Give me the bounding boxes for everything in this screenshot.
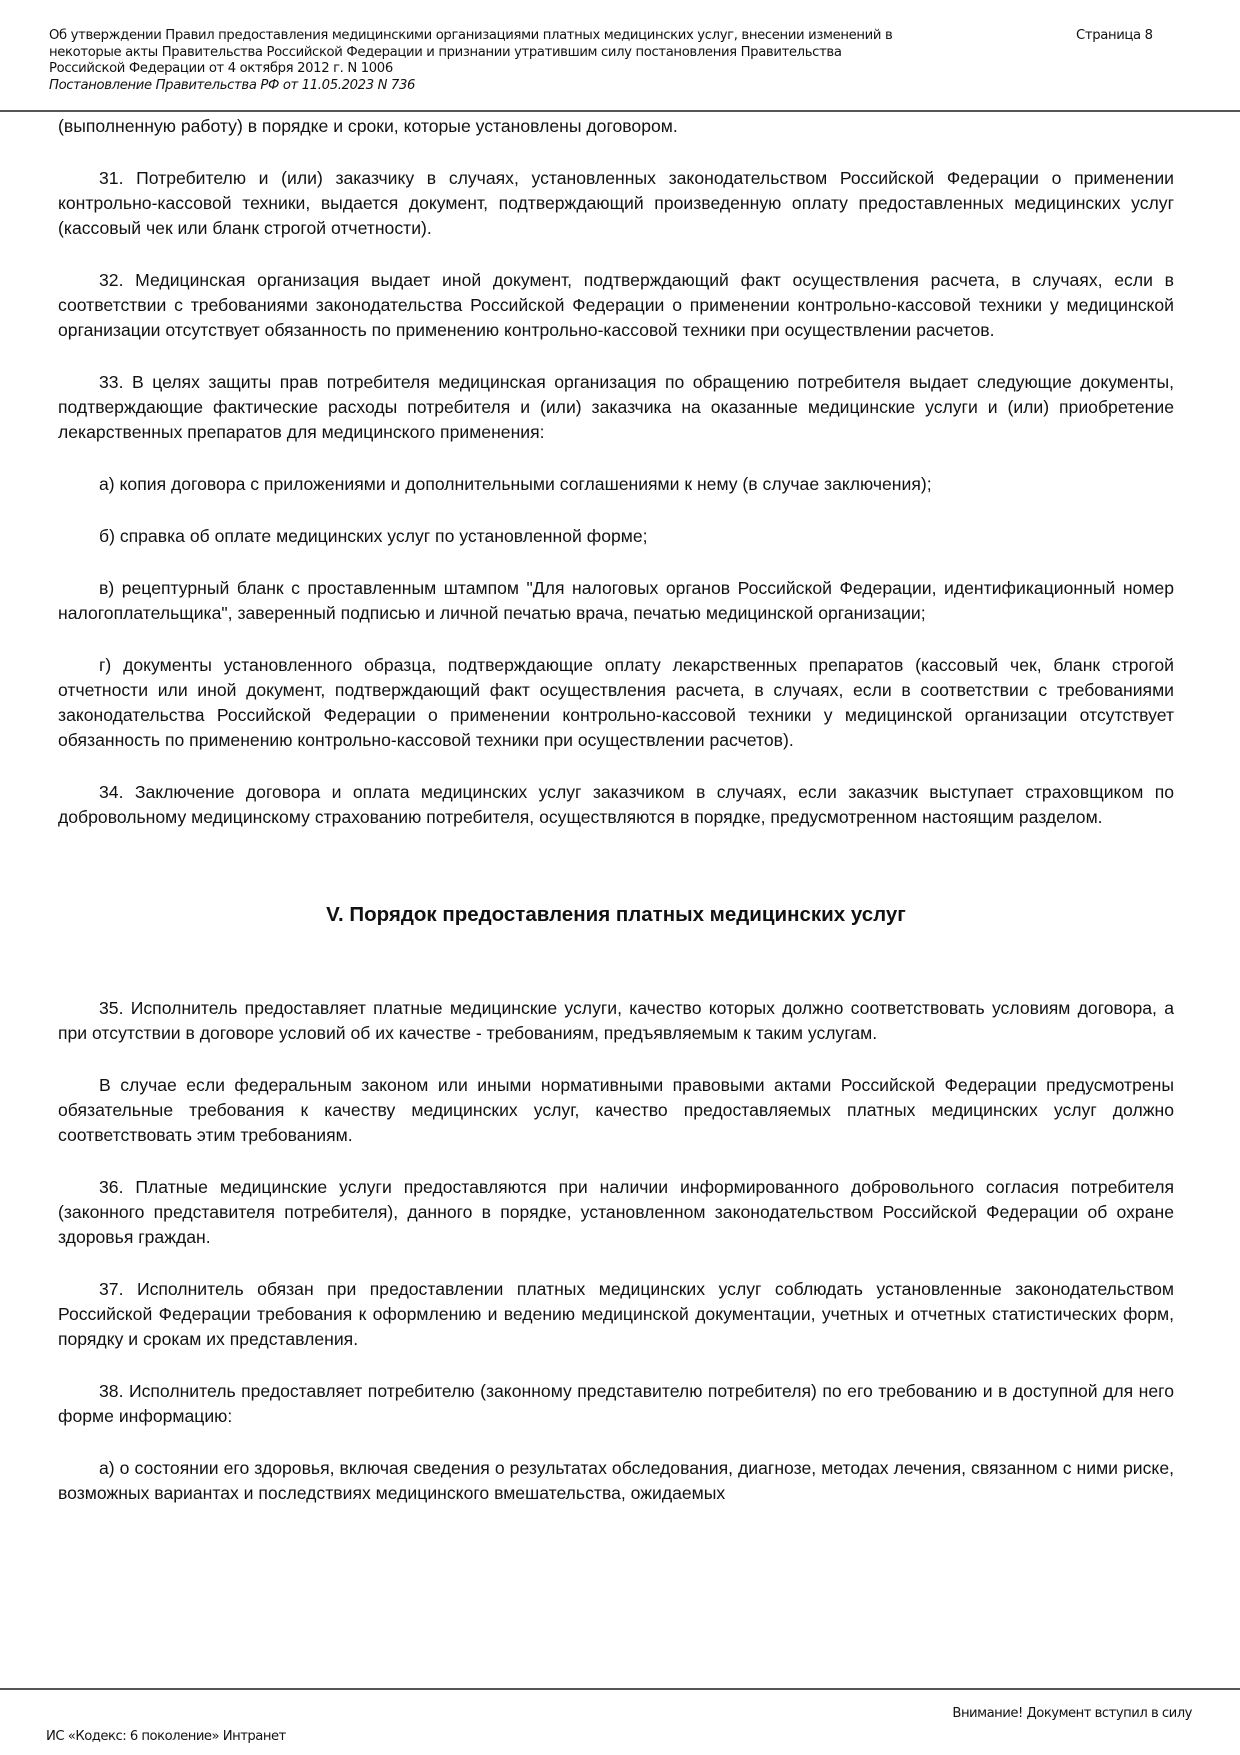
document-title-line: Российской Федерации от 4 октября 2012 г. N 1006 — [49, 61, 393, 76]
paragraph-34: 34. Заключение договора и оплата медицинских услуг заказчиком в случаях, если заказчик выступает страховщиком по добровольному медицинскому страхованию потребителя, осуществляются в порядке, предусмотренном настоящим разделом. — [58, 782, 1174, 827]
paragraph-31: 31. Потребителю и (или) заказчику в случаях, установленных законодательством Российской Федерации о применении контрольно-кассовой техники, выдается документ, подтверждающий произведенную оплату предоставленных медицинских услуг (кассовый чек или бланк строгой отчетности). — [58, 168, 1174, 238]
document-body — [58, 114, 1174, 1533]
paragraph-37: 37. Исполнитель обязан при предоставлении платных медицинских услуг соблюдать установленные законодательством Российской Федерации требования к оформлению и ведению медицинской документации, учетных и отчетных статистических форм, порядку и срокам их представления. — [58, 1279, 1174, 1349]
paragraph: (выполненную работу) в порядке и сроки, которые установлены договором. — [58, 116, 678, 136]
paragraph-38: 38. Исполнитель предоставляет потребителю (законному представителю потребителя) по его требованию и в доступной для него форме информацию: — [58, 1381, 1174, 1426]
paragraph-32: 32. Медицинская организация выдает иной документ, подтверждающий факт осуществления расчета, в случаях, если в соответствии с требованиями законодательства Российской Федерации о применении контрольно-кассовой техники у медицинской организации отсутствует обязанность по применению контрольно-кассовой техники при осуществлении расчетов. — [58, 270, 1174, 340]
paragraph-33-v: в) рецептурный бланк с проставленным штампом "Для налоговых органов Российской Федерации, идентификационный номер налогоплательщика", заверенный подписью и личной печатью врача, печатью медицинской организации; — [58, 578, 1174, 623]
document-title — [49, 28, 1049, 94]
paragraph-38-a: а) о состоянии его здоровья, включая сведения о результатах обследования, диагнозе, методах лечения, связанном с ними риске, возможных вариантах и последствиях медицинского вмешательства, ожидаемых — [58, 1458, 1174, 1503]
header-divider — [0, 110, 1240, 112]
paragraph-33-b: б) справка об оплате медицинских услуг по установленной форме; — [99, 526, 648, 546]
paragraph-35: 35. Исполнитель предоставляет платные медицинские услуги, качество которых должно соответствовать условиям договора, а при отсутствии в договоре условий об их качестве - требованиям, предъявляемым к таким услугам. — [58, 998, 1174, 1043]
paragraph-33-g: г) документы установленного образца, подтверждающие оплату лекарственных препаратов (кассовый чек, бланк строгой отчетности или иной документ, подтверждающий факт осуществления расчета, в случаях, если в соответствии с требованиями законодательства Российской Федерации о применении контрольно-кассовой техники у медицинской организации отсутствует обязанность по применению контрольно-кассовой техники при осуществлении расчетов). — [58, 655, 1174, 750]
footer-divider — [0, 1688, 1240, 1690]
paragraph-33-a: а) копия договора с приложениями и дополнительными соглашениями к нему (в случае заключения); — [99, 474, 932, 494]
page-header — [0, 0, 1240, 112]
document-title-line: Об утверждении Правил предоставления медицинскими организациями платных медицинских услуг, внесении изменений в — [49, 28, 893, 43]
document-subtitle: Постановление Правительства РФ от 11.05.2023 N 736 — [49, 77, 416, 93]
paragraph-33: 33. В целях защиты прав потребителя медицинская организация по обращению потребителя выдает следующие документы, подтверждающие фактические расходы потребителя и (или) заказчика на оказанные медицинские услуги и (или) приобретение лекарственных препаратов для медицинского применения: — [58, 372, 1174, 442]
system-name: ИС «Кодекс: 6 поколение» Интранет — [46, 1729, 286, 1744]
document-title-line: некоторые акты Правительства Российской Федерации и признании утратившим силу постановления Правительства — [49, 44, 842, 60]
paragraph-35-cont: В случае если федеральным законом или иными нормативными правовыми актами Российской Федерации предусмотрены обязательные требования к качеству медицинских услуг, качество предоставляемых платных медицинских услуг должно соответствовать этим требованиям. — [58, 1075, 1174, 1145]
section-heading: V. Порядок предоставления платных медицинских услуг — [326, 903, 906, 926]
document-status-notice: Внимание! Документ вступил в силу — [952, 1706, 1192, 1721]
paragraph-36: 36. Платные медицинские услуги предоставляются при наличии информированного добровольного согласия потребителя (законного представителя потребителя), данного в порядке, установленном законодательством Российской Федерации об охране здоровья граждан. — [58, 1177, 1174, 1247]
page-number: Страница 8 — [1076, 28, 1153, 43]
